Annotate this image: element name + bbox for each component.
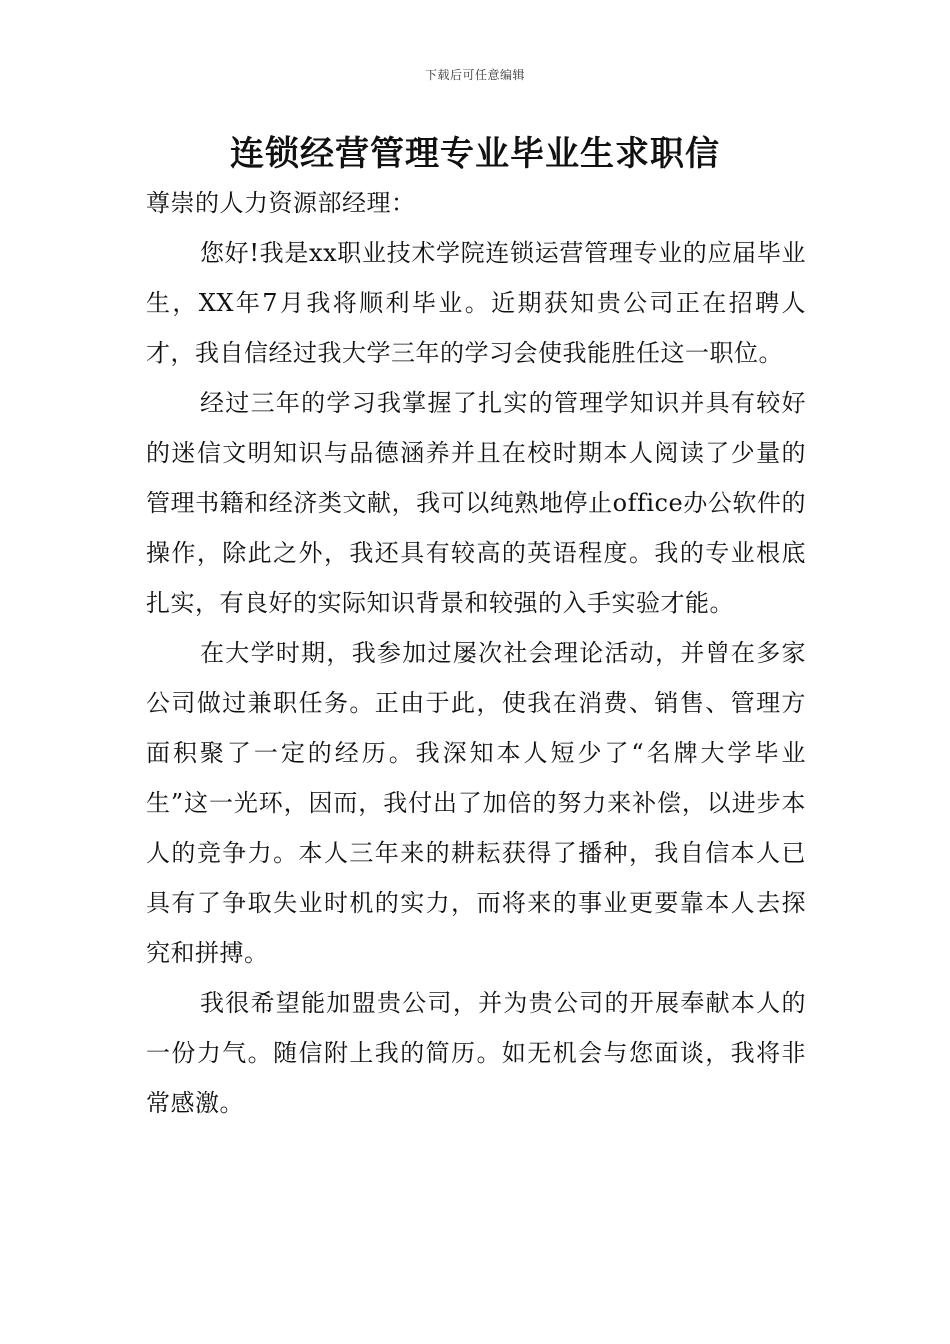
letter-title: 连锁经营管理专业毕业生求职信 (230, 134, 720, 174)
header-note: 下载后可任意编辑 (424, 68, 525, 82)
salutation: 尊崇的人力资源部经理： (146, 189, 416, 217)
letter-body (146, 178, 806, 1128)
paragraph-4: 我很希望能加盟贵公司，并为贵公司的开展奉献本人的一份力气。随信附上我的简历。如无机会与您面谈，我将非常感激。 (146, 989, 806, 1117)
paragraph-1: 您好!我是xx职业技术学院连锁运营管理专业的应届毕业生，XX年7月我将顺利毕业。近期获知贵公司正在招聘人才，我自信经过我大学三年的学习会使我能胜任这一职位。 (146, 239, 806, 367)
paragraph-3: 在大学时期，我参加过屡次社会理论活动，并曾在多家公司做过兼职任务。正由于此，使我在消费、销售、管理方面积聚了一定的经历。我深知本人短少了“名牌大学毕业生”这一光环，因而，我付出了加倍的努力来补偿，以进步本人的竞争力。本人三年来的耕耘获得了播种，我自信本人已具有了争取失业时机的实力，而将来的事业更要靠本人去探究和拼搏。 (146, 639, 806, 967)
paragraph-2: 经过三年的学习我掌握了扎实的管理学知识并具有较好的迷信文明知识与品德涵养并且在校时期本人阅读了少量的管理书籍和经济类文献，我可以纯熟地停止office办公软件的操作，除此之外，我还具有较高的英语程度。我的专业根底扎实，有良好的实际知识背景和较强的入手实验才能。 (146, 389, 806, 617)
